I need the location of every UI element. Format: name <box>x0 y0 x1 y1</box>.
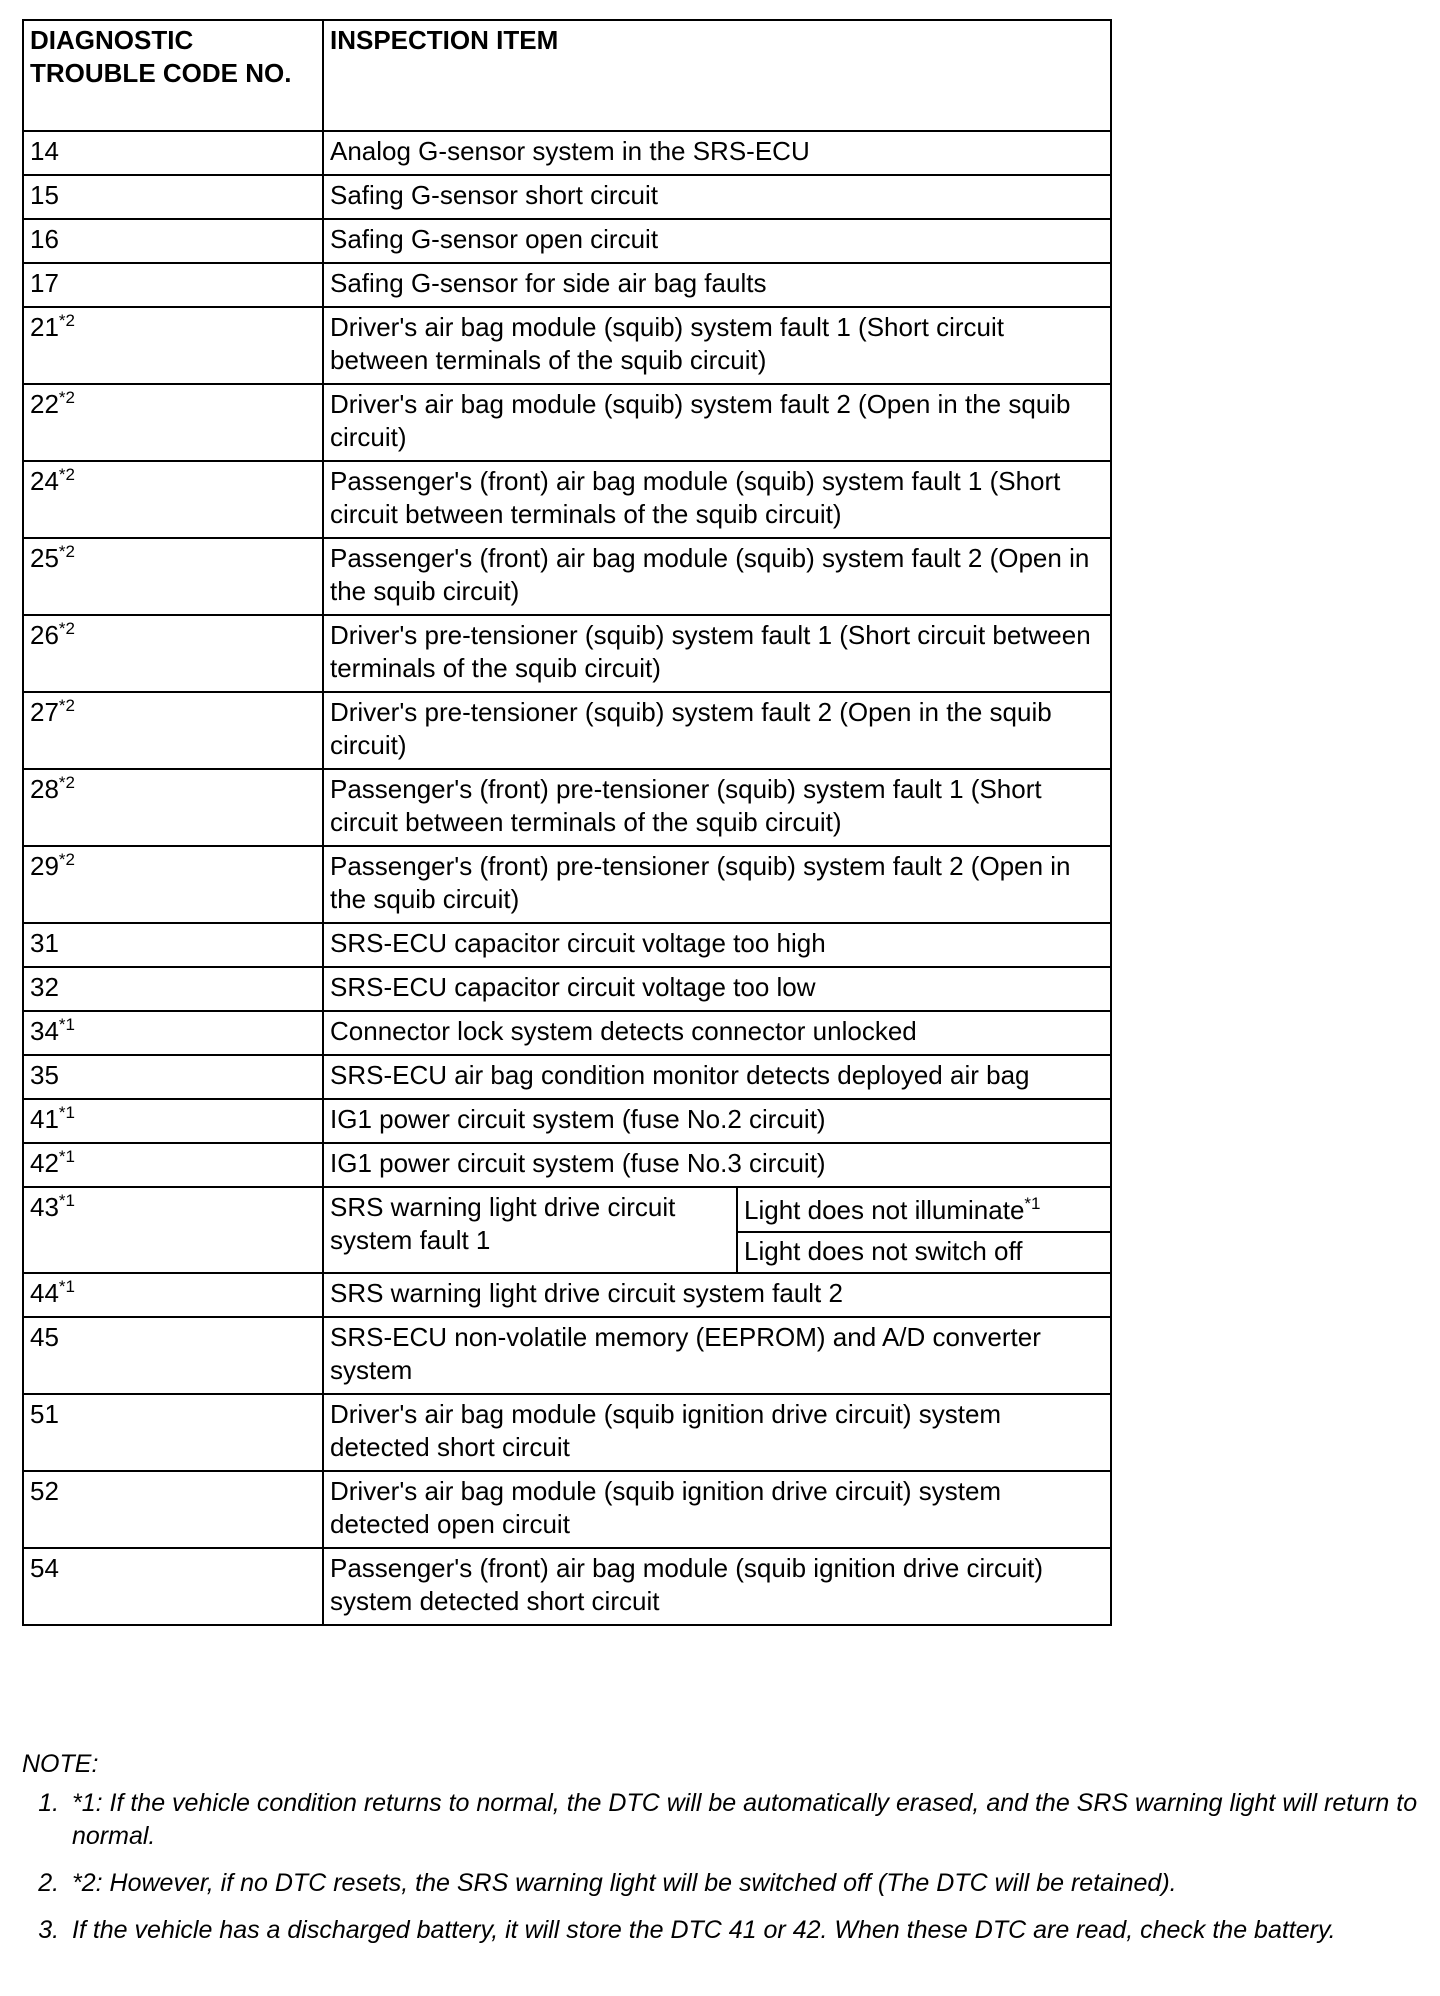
dtc-code-cell: 45 <box>23 1317 323 1394</box>
dtc-code-cell: 28$^{*2}$ <box>23 769 323 846</box>
table-row <box>23 131 1111 175</box>
note-item: 3. If the vehicle has a discharged battery, it will store the DTC 41 or 42. When these DTC are read, check the battery. <box>66 1914 1422 1947</box>
inspection-item-cell: Analog G-sensor system in the SRS-ECU <box>323 131 1111 175</box>
table-row <box>23 692 1111 769</box>
dtc-code-cell: 16 <box>23 219 323 263</box>
dtc-code-cell: 44$^{*1}$ <box>23 1273 323 1317</box>
header-item: INSPECTION ITEM <box>323 20 1111 131</box>
inspection-item-cell: Driver's air bag module (squib ignition drive circuit) system detected open circuit <box>323 1471 1111 1548</box>
table-row <box>23 1187 1111 1232</box>
inspection-item-cell: Passenger's (front) pre-tensioner (squib) system fault 2 (Open in the squib circuit) <box>323 846 1111 923</box>
inspection-item-cell: Passenger's (front) pre-tensioner (squib) system fault 1 (Short circuit between terminals of the squib circuit) <box>323 769 1111 846</box>
dtc-code-cell: 25$^{*2}$ <box>23 538 323 615</box>
inspection-item-cell: Safing G-sensor short circuit <box>323 175 1111 219</box>
table-row <box>23 1099 1111 1143</box>
table-row <box>23 1143 1111 1187</box>
dtc-code-cell: 15 <box>23 175 323 219</box>
dtc-code-cell: 43$^{*1}$ <box>23 1187 323 1273</box>
inspection-item-cell: SRS-ECU non-volatile memory (EEPROM) and A/D converter system <box>323 1317 1111 1394</box>
table-row <box>23 461 1111 538</box>
table-row <box>23 967 1111 1011</box>
inspection-item-cell: SRS-ECU capacitor circuit voltage too low <box>323 967 1111 1011</box>
inspection-item-cell: Driver's pre-tensioner (squib) system fault 1 (Short circuit between terminals of the squib circuit) <box>323 615 1111 692</box>
table-row <box>23 1548 1111 1625</box>
table-header-row <box>23 20 1111 131</box>
inspection-item-cell: Driver's air bag module (squib) system fault 1 (Short circuit between terminals of the squib circuit) <box>323 307 1111 384</box>
inspection-item-cell: Driver's air bag module (squib) system fault 2 (Open in the squib circuit) <box>323 384 1111 461</box>
table-row <box>23 923 1111 967</box>
inspection-item-cell: Driver's air bag module (squib ignition drive circuit) system detected short circuit <box>323 1394 1111 1471</box>
table-row <box>23 1317 1111 1394</box>
dtc-code-cell: 14 <box>23 131 323 175</box>
notes-section <box>22 1748 1422 1961</box>
table-row <box>23 1394 1111 1471</box>
dtc-code-cell: 35 <box>23 1055 323 1099</box>
dtc-code-cell: 24$^{*2}$ <box>23 461 323 538</box>
dtc-code-cell: 26$^{*2}$ <box>23 615 323 692</box>
sub-condition-cell: Light does not switch off <box>737 1232 1111 1273</box>
inspection-item-cell: SRS warning light drive circuit system fault 1 <box>323 1187 737 1273</box>
dtc-code-cell: 32 <box>23 967 323 1011</box>
table-row <box>23 846 1111 923</box>
dtc-code-cell: 17 <box>23 263 323 307</box>
inspection-item-cell: SRS-ECU capacitor circuit voltage too high <box>323 923 1111 967</box>
table-row <box>23 175 1111 219</box>
table-row <box>23 1273 1111 1317</box>
table-row <box>23 538 1111 615</box>
dtc-code-cell: 29$^{*2}$ <box>23 846 323 923</box>
dtc-code-cell: 52 <box>23 1471 323 1548</box>
dtc-code-cell: 21$^{*2}$ <box>23 307 323 384</box>
inspection-item-cell: Passenger's (front) air bag module (squib) system fault 2 (Open in the squib circuit) <box>323 538 1111 615</box>
note-item: 2. *2: However, if no DTC resets, the SRS warning light will be switched off (The DTC will be retained). <box>66 1867 1422 1900</box>
table-row <box>23 1055 1111 1099</box>
note-list <box>22 1787 1422 1947</box>
table-row <box>23 219 1111 263</box>
note-item: 1. *1: If the vehicle condition returns to normal, the DTC will be automatically erased, and the SRS warning light will return to normal. <box>66 1787 1422 1853</box>
dtc-code-cell: 34$^{*1}$ <box>23 1011 323 1055</box>
header-code: DIAGNOSTIC TROUBLE CODE NO. <box>23 20 323 131</box>
inspection-item-cell: IG1 power circuit system (fuse No.2 circuit) <box>323 1099 1111 1143</box>
inspection-item-cell: Passenger's (front) air bag module (squib ignition drive circuit) system detected short circuit <box>323 1548 1111 1625</box>
dtc-code-cell: 27$^{*2}$ <box>23 692 323 769</box>
inspection-item-cell: Safing G-sensor for side air bag faults <box>323 263 1111 307</box>
inspection-item-cell: Driver's pre-tensioner (squib) system fault 2 (Open in the squib circuit) <box>323 692 1111 769</box>
table-row <box>23 384 1111 461</box>
table-row <box>23 263 1111 307</box>
dtc-code-cell: 42$^{*1}$ <box>23 1143 323 1187</box>
dtc-code-cell: 54 <box>23 1548 323 1625</box>
inspection-item-cell: Safing G-sensor open circuit <box>323 219 1111 263</box>
table-row <box>23 1471 1111 1548</box>
inspection-item-cell: Connector lock system detects connector unlocked <box>323 1011 1111 1055</box>
dtc-code-cell: 22$^{*2}$ <box>23 384 323 461</box>
table-row <box>23 769 1111 846</box>
table-row <box>23 307 1111 384</box>
dtc-table <box>22 19 1112 1626</box>
table-row <box>23 1011 1111 1055</box>
table-body <box>23 131 1111 1625</box>
inspection-item-cell: SRS warning light drive circuit system fault 2 <box>323 1273 1111 1317</box>
inspection-item-cell: Passenger's (front) air bag module (squib) system fault 1 (Short circuit between terminals of the squib circuit) <box>323 461 1111 538</box>
inspection-item-cell: SRS-ECU air bag condition monitor detects deployed air bag <box>323 1055 1111 1099</box>
sub-condition-cell: Light does not illuminate$^{*1}$ <box>737 1187 1111 1232</box>
table-row <box>23 615 1111 692</box>
note-title: NOTE: <box>22 1750 99 1778</box>
dtc-code-cell: 31 <box>23 923 323 967</box>
inspection-item-cell: IG1 power circuit system (fuse No.3 circuit) <box>323 1143 1111 1187</box>
dtc-code-cell: 41$^{*1}$ <box>23 1099 323 1143</box>
dtc-code-cell: 51 <box>23 1394 323 1471</box>
